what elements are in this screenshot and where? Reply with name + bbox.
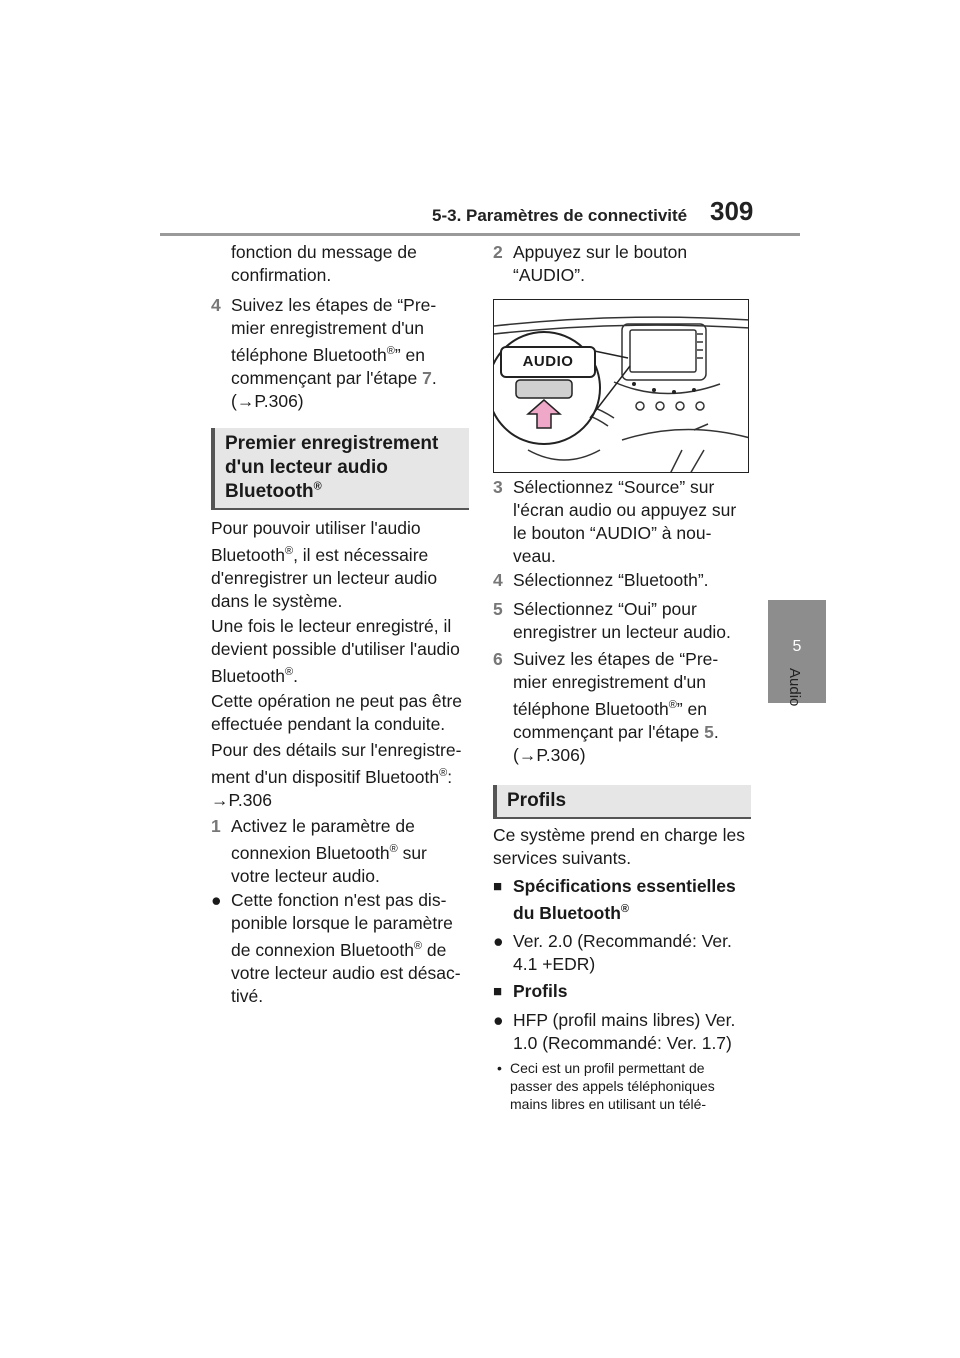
step-3: 3 Sélectionnez “Source” sur l'écran audio ou appuyez sur le bouton “AUDIO” à nou- veau. (493, 477, 737, 566)
step-number: 3 (493, 477, 503, 497)
subheading-specifications: ■ Spécifications essentielles du Bluetooth® (493, 876, 736, 923)
step-4: 4 Suivez les étapes de “Pre- mier enregistrement d'un téléphone Bluetooth®” en commençant par l'étape 7. (→P.306) (211, 294, 471, 413)
step-number: 5 (493, 599, 503, 619)
square-bullet-icon: ■ (493, 983, 503, 1000)
page-reference-link[interactable]: (→P.306) (231, 391, 304, 411)
section-header-title: 5-3. Paramètres de connectivité (432, 206, 688, 225)
step-2: 2 Appuyez sur le bouton “AUDIO”. (493, 242, 688, 285)
step-number: 6 (493, 649, 503, 669)
section-heading-profiles: Profils (493, 785, 751, 819)
dashboard-illustration (493, 299, 749, 473)
paragraph-2: Une fois le lecteur enregistré, il devient possible d'utiliser l'audio Bluetooth®. (211, 616, 460, 686)
bullet-note: ● Cette fonction n'est pas dis- ponible lorsque le paramètre de connexion Bluetooth® de votre lecteur audio est désac- tivé. (211, 890, 461, 1006)
bullet-version: ● Ver. 2.0 (Recommandé: Ver. 4.1 +EDR) (493, 931, 732, 974)
step-number: 4 (211, 295, 221, 315)
step-6: 6 Suivez les étapes de “Pre- mier enregistrement d'un téléphone Bluetooth®” en commençant par l'étape 5. (→P.306) (493, 648, 753, 767)
bullet-icon: ● (211, 890, 222, 910)
step-4: 4 Sélectionnez “Bluetooth”. (493, 570, 709, 590)
header-rule (160, 233, 800, 236)
bullet-hfp: ● HFP (profil mains libres) Ver. 1.0 (Recommandé: Ver. 1.7) (493, 1010, 736, 1053)
profiles-intro: Ce système prend en charge les services suivants. (493, 825, 745, 868)
chapter-label: Audio (786, 668, 803, 707)
continuation-text: fonction du message de confirmation. (231, 242, 417, 285)
note-hfp: • Ceci est un profil permettant de passer des appels téléphoniques mains libres en utilisant un télé- (497, 1060, 715, 1112)
bullet-icon: ● (493, 931, 504, 951)
square-bullet-icon: ■ (493, 878, 503, 895)
page-number: 309 (710, 196, 754, 226)
audio-callout-label: AUDIO (500, 346, 596, 378)
dashboard-drawing (494, 300, 749, 473)
step-reference: 7 (422, 368, 432, 388)
step-5: 5 Sélectionnez “Oui” pour enregistrer un lecteur audio. (493, 599, 731, 642)
small-bullet-icon: • (497, 1060, 502, 1076)
bullet-icon: ● (493, 1010, 504, 1030)
step-number: 4 (493, 570, 503, 590)
page-reference-link[interactable]: (→P.306) (513, 745, 586, 765)
chapter-number: 5 (792, 638, 802, 655)
page-reference-link[interactable]: →P.306 (211, 790, 272, 810)
step-reference: 5 (704, 722, 714, 742)
paragraph-1: Pour pouvoir utiliser l'audio Bluetooth®, il est nécessaire d'enregistrer un lecteur audio dans le système. (211, 518, 438, 611)
paragraph-4: Pour des détails sur l'enregistre- ment d'un dispositif Bluetooth®: →P.306 (211, 739, 471, 812)
subheading-profiles: ■ Profils (493, 981, 568, 1001)
paragraph-3: Cette opération ne peut pas être effectuée pendant la conduite. (211, 691, 463, 734)
section-heading-bluetooth-player: Premier enregistrement d'un lecteur audio Bluetooth® (211, 428, 469, 510)
step-number: 1 (211, 816, 221, 836)
step-1: 1 Activez le paramètre de connexion Bluetooth® sur votre lecteur audio. (211, 816, 427, 886)
step-number: 2 (493, 242, 503, 262)
audio-button-illustration (516, 380, 572, 398)
